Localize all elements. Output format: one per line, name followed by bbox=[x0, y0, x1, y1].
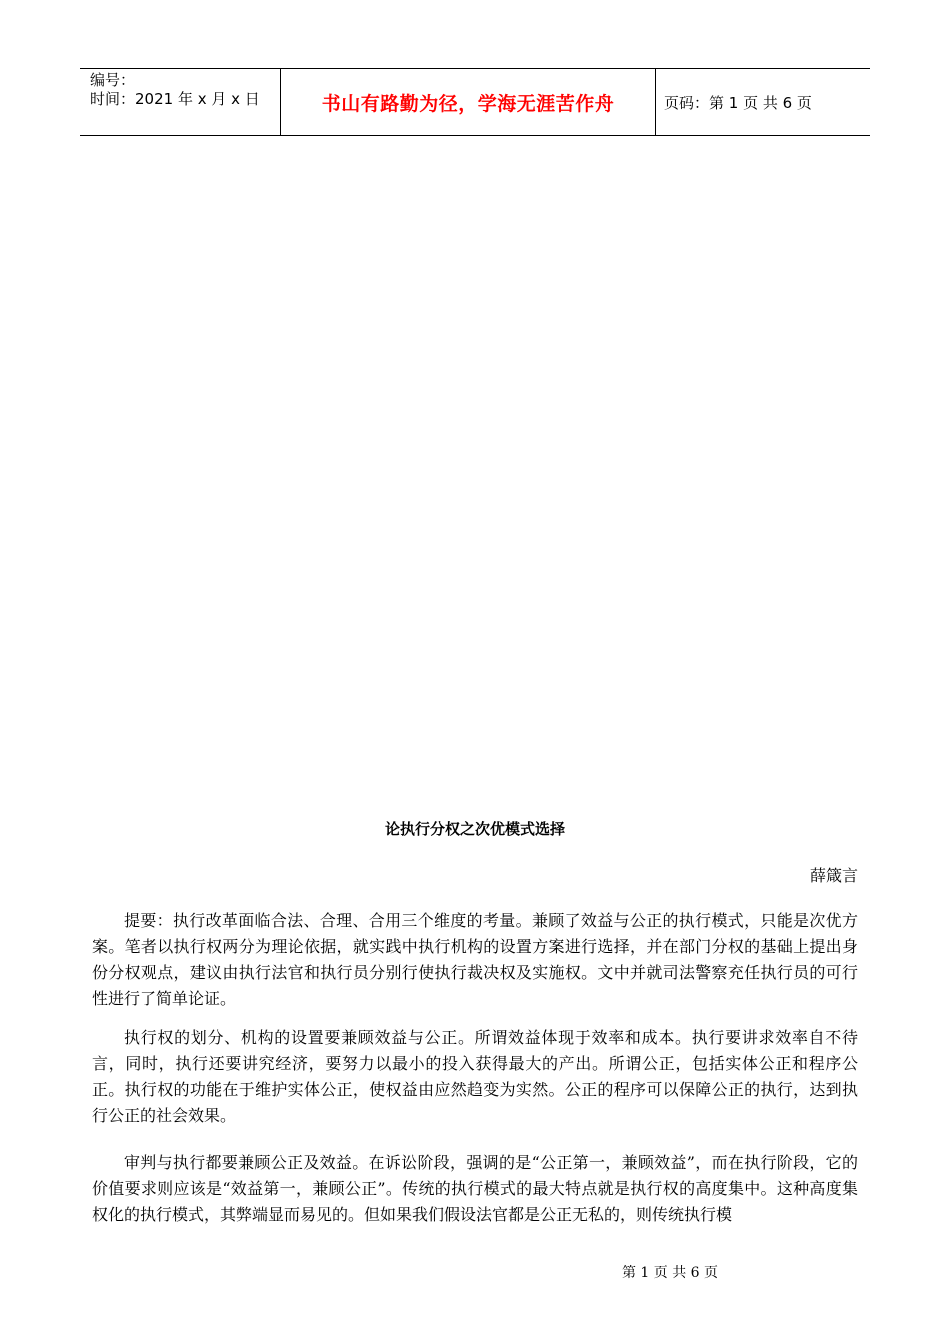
header-page-cell bbox=[656, 69, 870, 135]
header-table bbox=[80, 68, 870, 136]
body-paragraph: 审判与执行都要兼顾公正及效益。在诉讼阶段，强调的是“公正第一，兼顾效益”，而在执行阶段，它的价值要求则应该是“效益第一，兼顾公正”。传统的执行模式的最大特点就是执行权的高度集中。这种高度集权化的执行模式，其弊端显而易见的。但如果我们假设法官都是公正无私的，则传统执行模 bbox=[92, 1153, 858, 1224]
number-label: 编号： bbox=[90, 71, 136, 89]
header-meta-cell bbox=[80, 69, 281, 135]
abstract-paragraph: 提要：执行改革面临合法、合理、合用三个维度的考量。兼顾了效益与公正的执行模式，只能是次优方案。笔者以执行权两分为理论依据，就实践中执行机构的设置方案进行选择，并在部门分权的基础上提出身份分权观点，建议由执行法官和执行员分别行使执行裁决权及实施权。文中并就司法警察充任执行员的可行性进行了简单论证。 bbox=[92, 911, 858, 1008]
document-author: 薛箴言 bbox=[809, 866, 858, 885]
page-info: 页码：第 1 页 共 6 页 bbox=[664, 93, 812, 112]
header-motto-cell bbox=[281, 69, 656, 135]
body-paragraph: 执行权的划分、机构的设置要兼顾效益与公正。所谓效益体现于效率和成本。执行要讲求效率自不待言，同时，执行还要讲究经济，要努力以最小的投入获得最大的产出。所谓公正，包括实体公正和程序公正。执行权的功能在于维护实体公正，使权益由应然趋变为实然。公正的程序可以保障公正的执行，达到执行公正的社会效果。 bbox=[92, 1028, 858, 1125]
motto-text: 书山有路勤为径，学海无涯苦作舟 bbox=[321, 92, 615, 115]
date-label: 时间：2021 年 x 月 x 日 bbox=[90, 90, 260, 108]
document-title: 论执行分权之次优模式选择 bbox=[384, 820, 565, 838]
page-footer: 第 1 页 共 6 页 bbox=[621, 1265, 719, 1281]
